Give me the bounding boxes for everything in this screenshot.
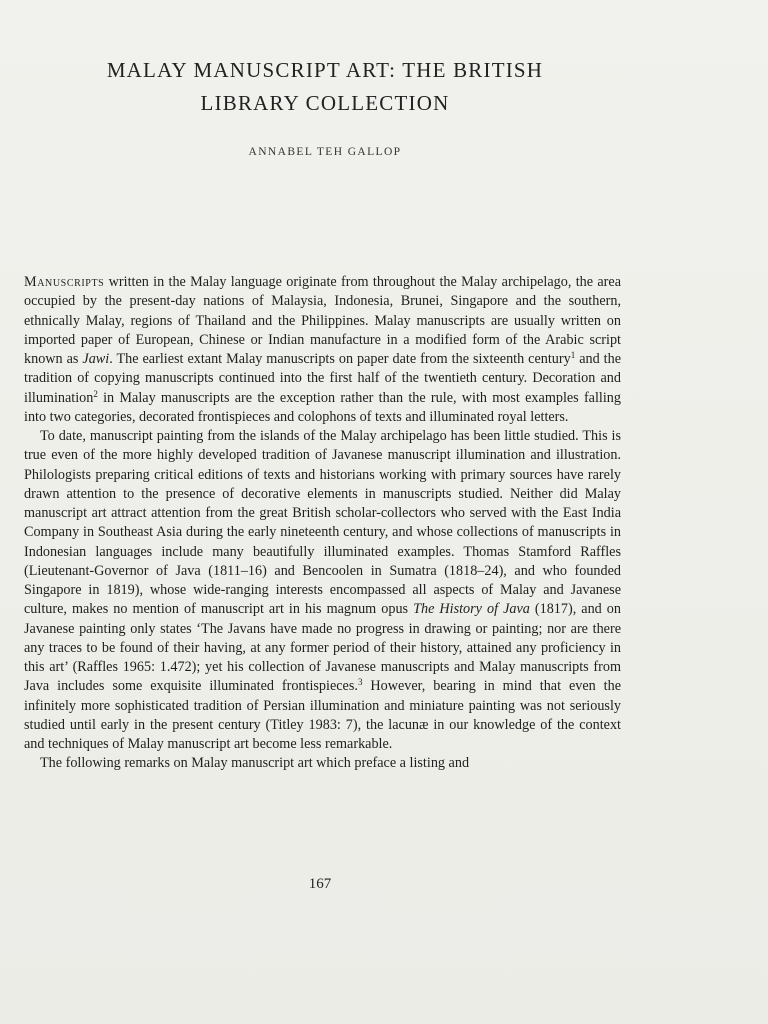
paragraph-1-text-a: written in the Malay language originate from throughout the Malay archipelago, the area occupied by the present-day nations of Malaysia, Indonesia, Brunei, Singapore and the southern, ethnically Malay, regions of Thailand and the Philippines. Malay manuscripts are usually written on imported paper of European, Chinese or Indian manufacture in a modified form of the Arabic script known as [24,274,621,367]
jawi-term: Jawi [82,351,110,367]
footnote-marker-2: 2 [93,388,98,399]
paragraph-2-text-a: To date, manuscript painting from the islands of the Malay archipelago has been little studied. This is true even of the more highly developed tradition of Javanese manuscript illumination and illustration. Philologists preparing critical editions of texts and historians working with primary sources have rarely drawn attention to the presence of decorative elements in manuscripts studied. Neither did Malay manuscript art attract attention from the great British scholar-collectors who served with the East India Company in Southeast Asia during the early nineteenth century, and whose collections of manuscripts in Indonesian languages include many beautifully illuminated examples. Thomas Stamford Raffles (Lieutenant-Governor of Java (1811–16) and Bencoolen in Sumatra (1818–24), and who founded Singapore in 1819), whose wide-ranging interests encompassed all aspects of Malay and Javanese culture, makes no mention of manuscript art in his magnum opus [24,428,621,618]
paragraph-2 [24,427,621,754]
paragraph-3 [24,754,621,773]
opening-word: Manuscripts [24,274,105,290]
author-name: ANNABEL TEH GALLOP [248,146,402,158]
paragraph-1-text-c: and the tradition of copying manuscripts continued into the first half of the twentieth century. Decoration and illumination [24,351,621,406]
book-title: The History of Java [413,601,530,618]
article-body [24,273,621,774]
paragraph-1-text-d: in Malay manuscripts are the exception rather than the rule, with most examples falling into two categories, decorated frontispieces and colophons of texts and illuminated royal letters. [24,389,621,425]
footnote-marker-1: 1 [570,350,576,360]
page-number: 167 [308,876,332,892]
paragraph-1-text-b: . The earliest extant Malay manuscripts on paper date from the sixteenth century [109,351,571,367]
paragraph-3-text: The following remarks on Malay manuscript art which preface a listing and [40,755,470,772]
article-title-line-1: MALAY MANUSCRIPT ART: THE BRITISH [106,58,544,82]
paragraph-2-text-c: However, bearing in mind that even the infinitely more sophisticated tradition of Persian illumination and miniature painting was not seriously studied until early in the present century (Titley 1983: 7), the lacunæ in our knowledge of the context and techniques of Malay manuscript art become less remarkable. [24,678,621,752]
paragraph-2-text-b: (1817), and on Javanese painting only states ‘The Javans have made no progress in drawing or painting; nor are there any traces to be found of their having, at any former period of their history, attained any proficiency in this art’ (Raffles 1965: 1.472); yet his collection of Javanese manuscripts and Malay manuscripts from Java includes some exquisite illuminated frontispieces. [24,601,621,695]
article-title-line-2: LIBRARY COLLECTION [200,91,450,115]
paragraph-1 [24,273,621,427]
footnote-marker-3: 3 [357,677,363,688]
